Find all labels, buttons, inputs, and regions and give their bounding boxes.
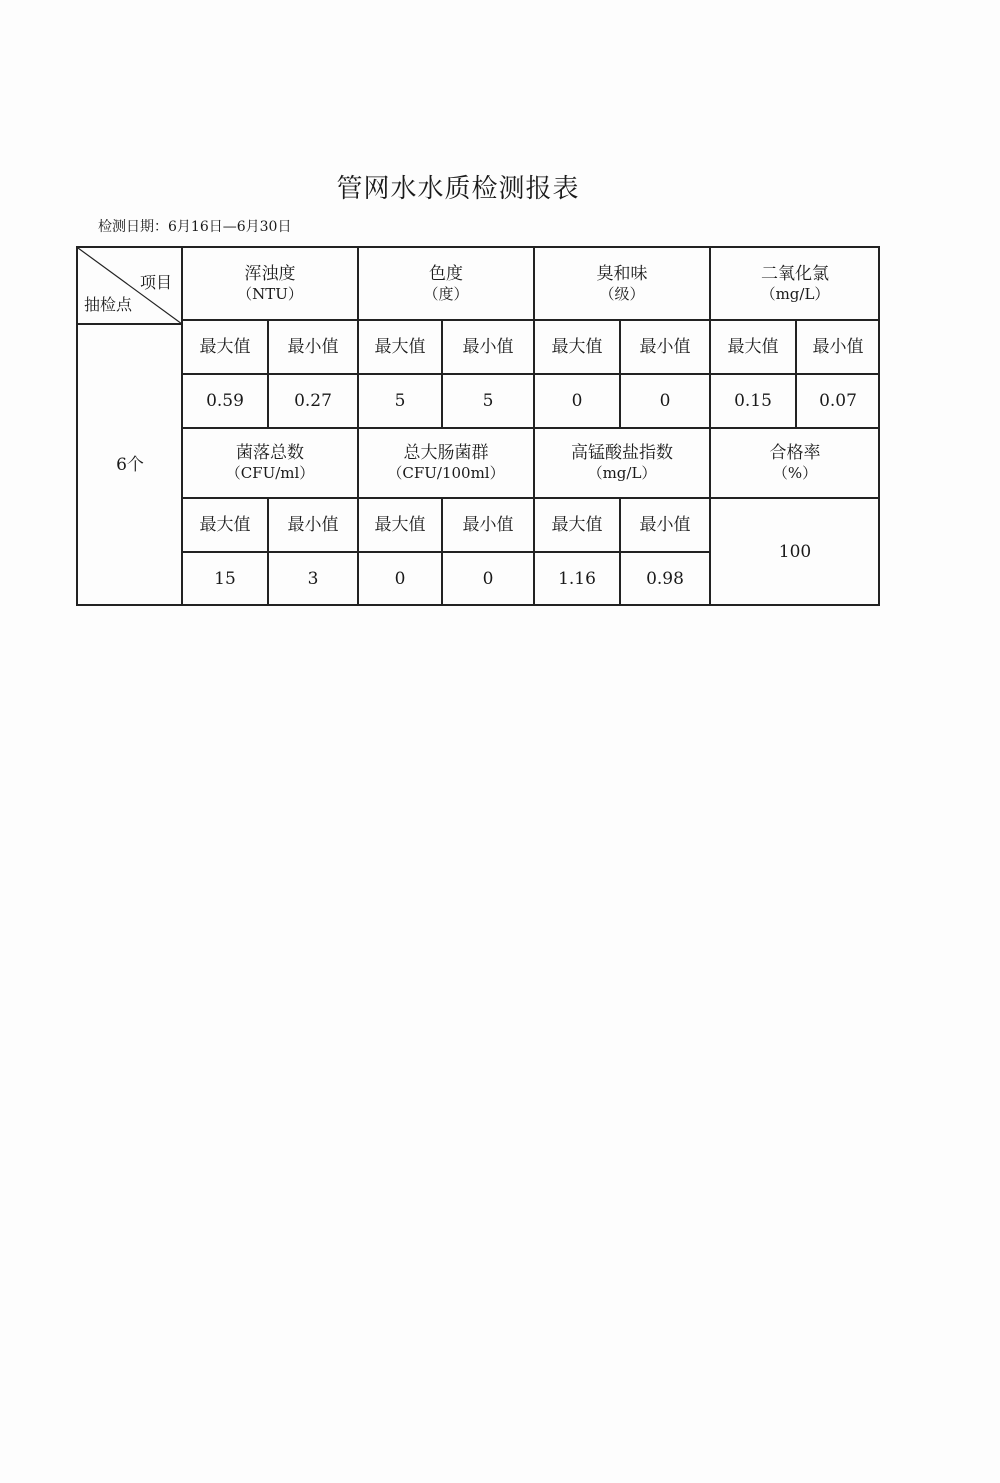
label-max: 最大值: [199, 514, 251, 535]
grid-line: [78, 323, 182, 325]
grid-line: [182, 427, 880, 429]
value-color-max: 5: [394, 390, 406, 411]
grid-line: [182, 373, 880, 375]
param-header-total-coliforms: [358, 428, 534, 498]
param-name: 臭和味: [596, 264, 648, 285]
label-max: 最大值: [551, 514, 603, 535]
label-max: 最大值: [199, 336, 251, 357]
label-min: 最小值: [812, 336, 864, 357]
label-max: 最大值: [374, 514, 426, 535]
label-min: 最小值: [287, 514, 339, 535]
param-header-colony-count: [182, 428, 358, 498]
param-header-permanganate-index: [534, 428, 710, 498]
value-permanganate-max: 1.16: [558, 568, 596, 589]
value-chlorine-dioxide-max: 0.15: [734, 390, 772, 411]
param-unit: （%）: [772, 464, 818, 483]
header-item-label: 项目: [140, 273, 173, 292]
param-header-chlorine-dioxide: [710, 248, 880, 320]
grid-line: [182, 319, 880, 321]
param-name: 菌落总数: [236, 443, 304, 464]
label-min: 最小值: [639, 514, 691, 535]
param-unit: （mg/L）: [587, 464, 657, 483]
param-name: 合格率: [769, 443, 821, 464]
water-quality-table: [76, 246, 880, 606]
param-name: 高锰酸盐指数: [571, 443, 673, 464]
param-header-pass-rate: [710, 428, 880, 498]
param-unit: （度）: [423, 285, 469, 304]
param-header-odor: [534, 248, 710, 320]
label-max: 最大值: [727, 336, 779, 357]
param-unit: （级）: [599, 285, 645, 304]
param-header-turbidity: [182, 248, 358, 320]
param-unit: （mg/L）: [760, 285, 830, 304]
label-min: 最小值: [462, 514, 514, 535]
param-header-color: [358, 248, 534, 320]
value-chlorine-dioxide-min: 0.07: [819, 390, 857, 411]
label-min: 最小值: [639, 336, 691, 357]
inspection-date: 检测日期：6月16日—6月30日: [98, 219, 292, 235]
value-turbidity-min: 0.27: [294, 390, 332, 411]
value-permanganate-min: 0.98: [646, 568, 684, 589]
value-total-coliforms-max: 0: [394, 568, 406, 589]
value-pass-rate: 100: [778, 541, 812, 562]
value-turbidity-max: 0.59: [206, 390, 244, 411]
value-colony-count-max: 15: [214, 568, 236, 589]
param-unit: （CFU/100ml）: [387, 464, 505, 483]
value-total-coliforms-min: 0: [482, 568, 494, 589]
param-name: 二氧化氯: [761, 264, 829, 285]
label-min: 最小值: [462, 336, 514, 357]
param-name: 色度: [429, 264, 463, 285]
value-odor-max: 0: [571, 390, 583, 411]
grid-line: [182, 551, 710, 553]
value-odor-min: 0: [659, 390, 671, 411]
header-sample-point-label: 抽检点: [84, 295, 133, 314]
param-unit: （NTU）: [237, 285, 303, 304]
value-colony-count-min: 3: [307, 568, 319, 589]
value-color-min: 5: [482, 390, 494, 411]
page-title: 管网水水质检测报表: [336, 174, 580, 204]
param-unit: （CFU/ml）: [225, 464, 315, 483]
label-max: 最大值: [551, 336, 603, 357]
grid-line: [182, 497, 880, 499]
param-name: 浑浊度: [244, 264, 296, 285]
label-min: 最小值: [287, 336, 339, 357]
label-max: 最大值: [374, 336, 426, 357]
param-name: 总大肠菌群: [403, 443, 489, 464]
sample-point-count: 6个: [116, 454, 144, 475]
